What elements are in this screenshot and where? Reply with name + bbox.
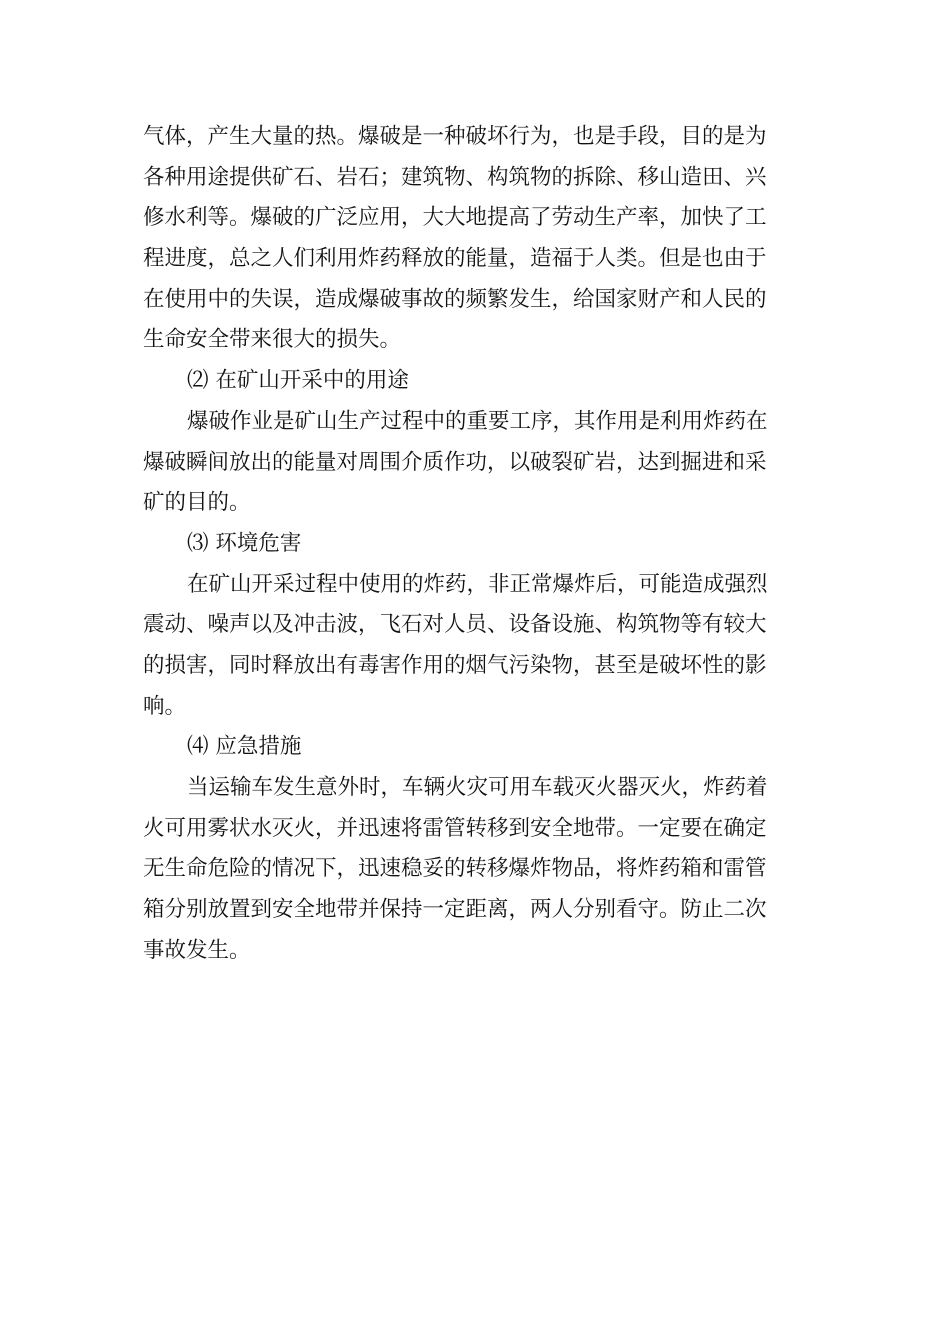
text-line: 无生命危险的情况下，迅速稳妥的转移爆炸物品，将炸药箱和雷管 [143,856,767,882]
section-emergency-measures [143,727,815,971]
section-mining-use [143,361,815,524]
section-heading: ⑵ 在矿山开采中的用途 [187,368,409,394]
text-line: 震动、噪声以及冲击波，飞石对人员、设备设施、构筑物等有较大 [143,612,767,638]
text-line: 的损害，同时释放出有毒害作用的烟气污染物，甚至是破坏性的影 [143,652,767,678]
section-environmental-hazard [143,524,815,727]
section-heading: ⑷ 应急措施 [187,734,302,760]
text-line: 响。 [143,693,187,719]
text-line: 生命安全带来很大的损失。 [143,327,402,353]
text-line: 箱分别放置到安全地带并保持一定距离，两人分别看守。防止二次 [143,897,767,923]
text-line: 在矿山开采过程中使用的炸药，非正常爆炸后，可能造成强烈 [187,571,768,597]
text-line: 修水利等。爆破的广泛应用，大大地提高了劳动生产率，加快了工 [143,205,767,231]
text-line: 各种用途提供矿石、岩石；建筑物、构筑物的拆除、移山造田、兴 [143,164,767,190]
text-line: 程进度，总之人们利用炸药释放的能量，造福于人类。但是也由于 [143,246,767,272]
text-line: 事故发生。 [143,937,251,963]
text-line: 爆破作业是矿山生产过程中的重要工序，其作用是利用炸药在 [187,408,768,434]
document-body [143,117,815,971]
text-line: 火可用雾状水灭火，并迅速将雷管转移到安全地带。一定要在确定 [143,815,767,841]
text-line: 当运输车发生意外时，车辆火灾可用车载灭火器灭火，炸药着 [187,775,768,800]
text-line: 在使用中的失误，造成爆破事故的频繁发生，给国家财产和人民的 [143,286,767,312]
text-line: 爆破瞬间放出的能量对周围介质作功，以破裂矿岩，达到掘进和采 [143,449,767,475]
paragraph-explosion-overview [143,117,815,361]
text-line: 矿的目的。 [143,490,251,516]
section-heading: ⑶ 环境危害 [187,530,302,556]
text-line: 气体，产生大量的热。爆破是一种破坏行为，也是手段，目的是为 [143,124,767,149]
